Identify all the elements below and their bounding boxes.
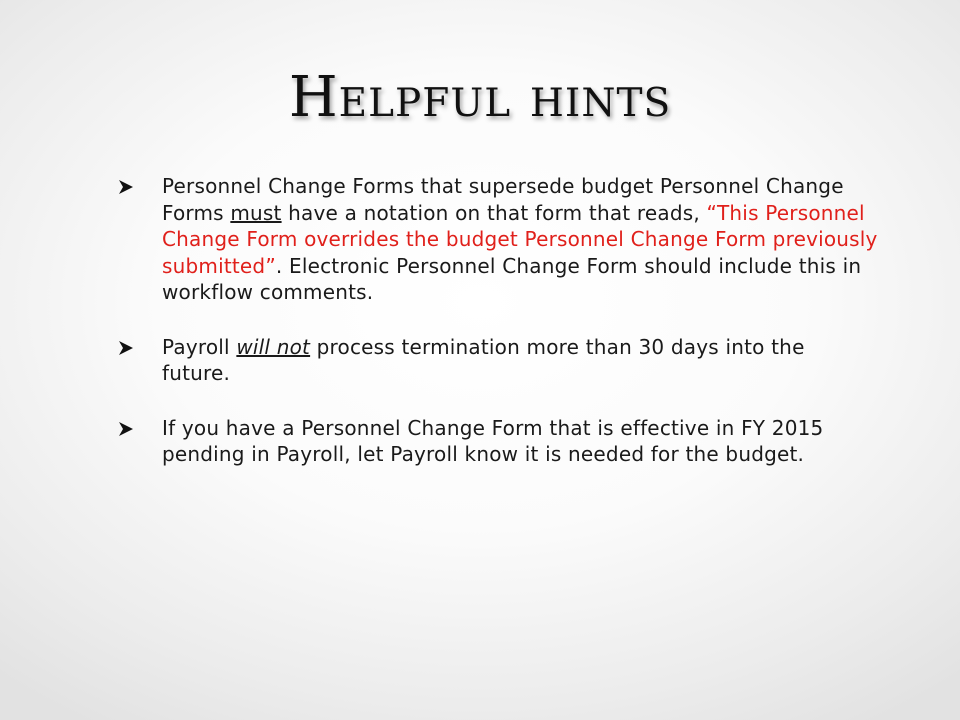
text-run: have a notation on that form that reads, <box>281 200 707 225</box>
bullet-text <box>162 335 805 386</box>
arrowhead-bullet-icon <box>118 179 134 195</box>
arrowhead-bullet-icon <box>118 340 134 356</box>
text-run: . Electronic Personnel Change Form should include this in workflow comments. <box>162 253 862 304</box>
underlined-text: must <box>230 200 282 225</box>
bullet-list <box>118 173 878 468</box>
italic-underlined-text: will not <box>236 334 311 359</box>
text-run: Personnel Change Forms that supersede budget Personnel Change Forms <box>162 174 844 225</box>
text-run: process termination more than 30 days into the future. <box>162 334 805 385</box>
bullet-item <box>118 334 878 387</box>
bullet-item <box>118 173 878 306</box>
arrowhead-bullet-icon <box>118 421 134 437</box>
red-quoted-text: “This Personnel Change Form overrides the budget Personnel Change Form previously submitted” <box>162 200 878 278</box>
bullet-item <box>118 415 878 468</box>
bullet-text <box>162 416 823 467</box>
bullet-text <box>162 174 878 304</box>
text-run: Payroll <box>162 334 237 359</box>
slide-title: Helpful hints <box>288 65 672 130</box>
text-run: If you have a Personnel Change Form that is effective in FY 2015 pending in Payroll, let Payroll know it is needed for the budget. <box>162 415 824 466</box>
